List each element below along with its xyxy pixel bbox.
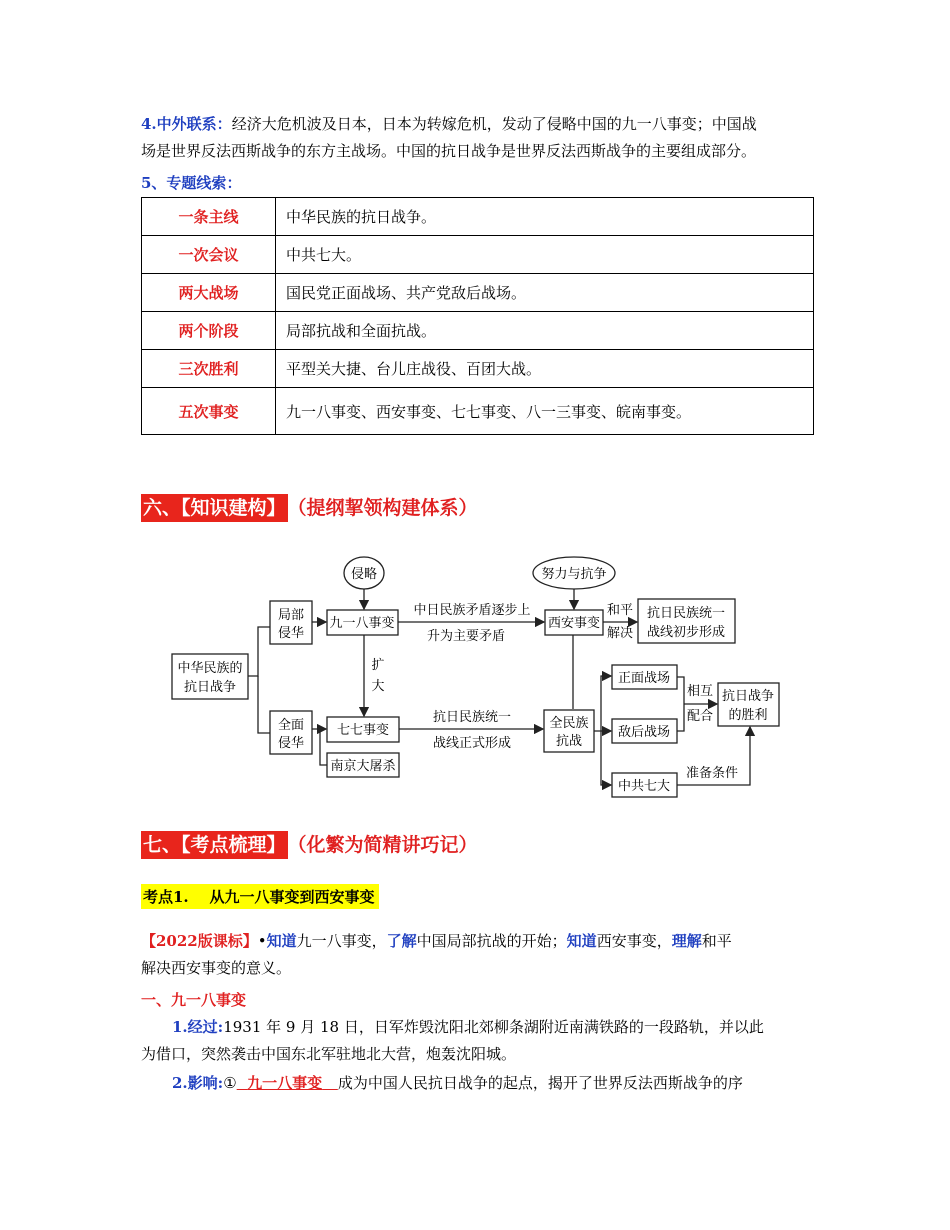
standard-keyword: 理解 bbox=[671, 932, 702, 950]
section-4-line1: 经济大危机波及日本，日本为转嫁危机，发动了侵略中国的九一八事变；中国战 bbox=[231, 115, 757, 133]
victory-label-2: 的胜利 bbox=[728, 708, 768, 723]
topic-key: 两大战场 bbox=[142, 274, 276, 312]
fill-blank-text: 九一八事变 bbox=[247, 1074, 323, 1092]
coop-label-1: 相互 bbox=[686, 684, 714, 699]
section-5-title: 5、专题线索： bbox=[141, 174, 242, 192]
item-2 bbox=[172, 1070, 822, 1097]
full-label-2: 侵华 bbox=[277, 736, 305, 751]
subheading-918: 一、九一八事变 bbox=[141, 991, 247, 1009]
item-1-number: 1. bbox=[172, 1018, 188, 1036]
local-label-1: 局部 bbox=[277, 608, 305, 623]
prep-label: 准备条件 bbox=[685, 766, 739, 781]
effort-label: 努力与抗争 bbox=[541, 567, 607, 582]
item-2-number: 2. bbox=[172, 1074, 188, 1092]
topic-value: 国民党正面战场、共产党敌后战场。 bbox=[276, 274, 814, 312]
frontline-label: 正面战场 bbox=[617, 671, 671, 686]
standard-text: 和平 bbox=[701, 932, 732, 950]
standard-text: 九一八事变， bbox=[296, 932, 387, 950]
conflict-label-2: 升为主要矛盾 bbox=[426, 629, 506, 644]
heading-6-tail: （提纲挈领构建体系） bbox=[287, 497, 478, 519]
standard-text: 西安事变， bbox=[596, 932, 672, 950]
item-1-label: 经过: bbox=[187, 1018, 224, 1036]
heading-exam-points bbox=[141, 831, 478, 859]
section-4-number: 4. bbox=[141, 115, 157, 133]
topic-key: 三次胜利 bbox=[142, 350, 276, 388]
item-2-text: 成为中国人民抗日战争的起点，揭开了世界反法西斯战争的序 bbox=[337, 1074, 743, 1092]
curriculum-standard bbox=[141, 928, 821, 982]
circle-number: ① bbox=[223, 1074, 237, 1092]
topic-value: 九一八事变、西安事变、七七事变、八一三事变、皖南事变。 bbox=[276, 388, 814, 435]
front-formal-label-2: 战线正式形成 bbox=[432, 736, 512, 751]
section-4-line2: 场是世界反法西斯战争的东方主战场。中国的抗日战争是世界反法西斯战争的主要组成部分。 bbox=[141, 142, 757, 160]
topic-key: 一次会议 bbox=[142, 236, 276, 274]
bullet-icon: • bbox=[257, 932, 267, 950]
topic-value: 局部抗战和全面抗战。 bbox=[276, 312, 814, 350]
coop-label-2: 配合 bbox=[686, 709, 714, 724]
root-label-2: 抗日战争 bbox=[183, 680, 237, 695]
expand-label-1: 扩 bbox=[371, 658, 385, 673]
standard-line2: 解决西安事变的意义。 bbox=[141, 959, 292, 977]
conflict-label-1: 中日民族矛盾逐步上 bbox=[413, 603, 531, 618]
root-label-1: 中华民族的 bbox=[177, 661, 243, 676]
topic-value: 中华民族的抗日战争。 bbox=[276, 198, 814, 236]
local-label-2: 侵华 bbox=[277, 626, 305, 641]
nation-label-1: 全民族 bbox=[549, 716, 589, 731]
topic-value: 平型关大捷、台儿庄战役、百团大战。 bbox=[276, 350, 814, 388]
peace-label-2: 解决 bbox=[606, 626, 634, 641]
heading-6-band: 六、【知识建构】 bbox=[141, 494, 288, 522]
standard-keyword: 知道 bbox=[266, 932, 297, 950]
front-initial-label-2: 战线初步形成 bbox=[646, 625, 726, 640]
item-1-cont: 为借口，突然袭击中国东北军驻地北大营，炮轰沈阳城。 bbox=[141, 1045, 517, 1063]
front-initial-label-1: 抗日民族统一 bbox=[646, 606, 726, 621]
expand-label-2: 大 bbox=[371, 679, 385, 694]
fill-blank-answer bbox=[237, 1074, 338, 1092]
standard-keyword: 了解 bbox=[386, 932, 417, 950]
topic-value: 中共七大。 bbox=[276, 236, 814, 274]
topic-key: 一条主线 bbox=[142, 198, 276, 236]
cpc7-label: 中共七大 bbox=[617, 779, 671, 794]
xian-label: 西安事变 bbox=[547, 616, 601, 631]
section-4-title: 中外联系： bbox=[156, 115, 232, 133]
heading-7-band: 七、【考点梳理】 bbox=[141, 831, 288, 859]
invasion-label: 侵略 bbox=[350, 567, 378, 582]
victory-label-1: 抗日战争 bbox=[721, 689, 775, 704]
item-1-line1: 1931 年 9 月 18 日，日军炸毁沈阳北郊柳条湖附近南满铁路的一段路轨，并以此 bbox=[223, 1018, 764, 1036]
full-label-1: 全面 bbox=[277, 718, 305, 733]
heading-7-tail: （化繁为简精讲巧记） bbox=[287, 834, 478, 856]
standard-keyword: 知道 bbox=[566, 932, 597, 950]
incident-77-label: 七七事变 bbox=[336, 723, 390, 738]
standard-text: 中国局部抗战的开始； bbox=[416, 932, 567, 950]
item-1 bbox=[172, 1014, 822, 1041]
front-formal-label-1: 抗日民族统一 bbox=[432, 710, 512, 725]
topic-key: 两个阶段 bbox=[142, 312, 276, 350]
incident-918-label: 九一八事变 bbox=[329, 616, 395, 631]
topic-key: 五次事变 bbox=[142, 388, 276, 435]
nanjing-label: 南京大屠杀 bbox=[330, 759, 396, 774]
nation-label-2: 抗战 bbox=[555, 734, 583, 749]
item-2-label: 影响: bbox=[187, 1074, 224, 1092]
kaodian-label: 考点1. 从九一八事变到西安事变 bbox=[141, 884, 379, 909]
standard-tag: 【2022版课标】 bbox=[141, 932, 258, 950]
peace-label-1: 和平 bbox=[606, 603, 634, 618]
rear-label: 敌后战场 bbox=[617, 725, 671, 740]
